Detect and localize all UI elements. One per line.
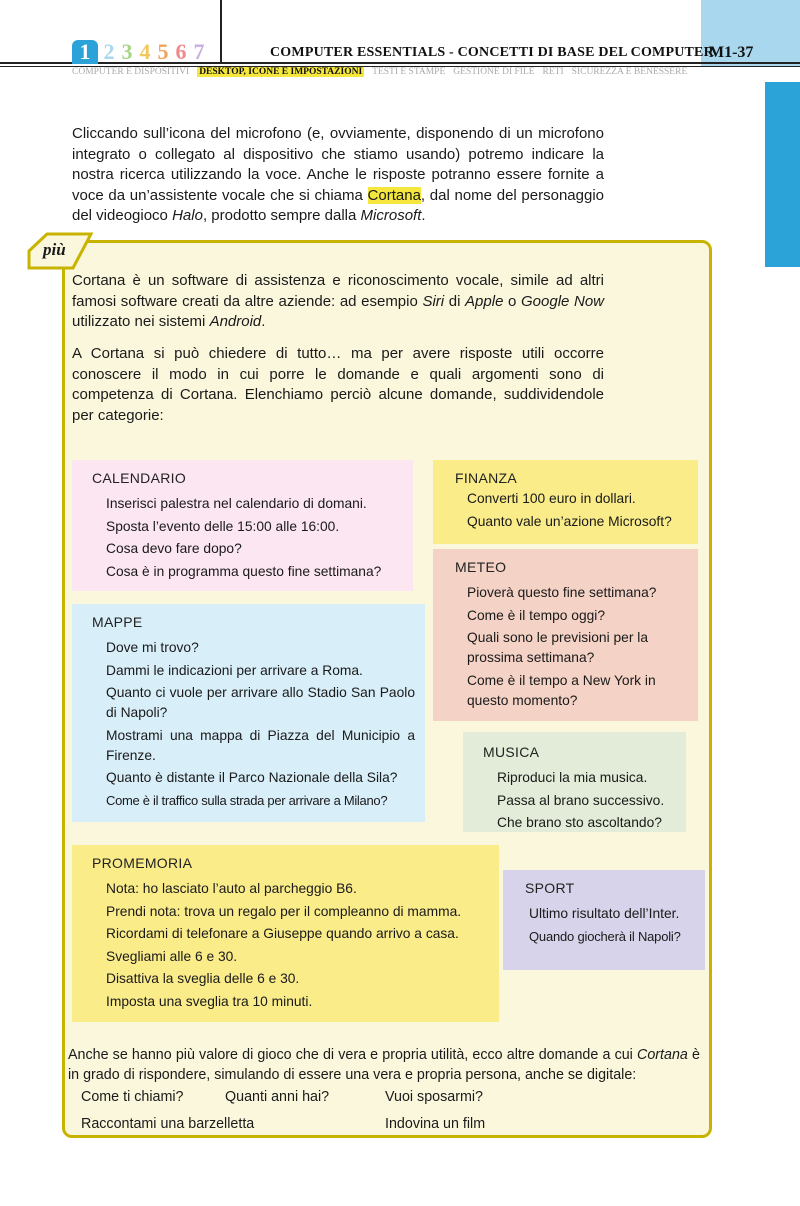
question-item: Inserisci palestra nel calendario di domani. <box>106 496 367 511</box>
fun-question: Quanti anni hai? <box>225 1089 330 1105</box>
android-name: Android <box>209 313 262 330</box>
question-item: Ricordami di telefonare a Giuseppe quando arrivo a casa. <box>106 926 459 941</box>
question-item: Cosa devo fare dopo? <box>106 541 242 556</box>
cortana-name: Cortana <box>637 1047 688 1063</box>
fun-question: Vuoi sposarmi? <box>385 1089 484 1105</box>
intro-text: , dal nome del personaggio del videogioco <box>72 186 605 224</box>
category-title: METEO <box>455 559 507 575</box>
desc-text: o <box>503 292 521 310</box>
question-item: Imposta una sveglia tra 10 minuti. <box>106 993 313 1009</box>
closing-text: è in grado di rispondere, simulando di essere una vera e propria persona, anche se digitale: <box>68 1047 700 1083</box>
category-musica <box>463 732 686 832</box>
question-item: Riproduci la mia musica. <box>497 770 648 785</box>
subnav-item-active[interactable]: DESKTOP, ICONE E IMPOSTAZIONI <box>199 67 363 77</box>
chapter-5-tab[interactable]: 5 <box>157 39 169 64</box>
chapter-1-tab[interactable]: 1 <box>72 40 98 64</box>
closing-text: Anche se hanno più valore di gioco che di vera e propria utilità, ecco altre domande a cui <box>68 1047 638 1063</box>
category-finanza <box>433 460 698 544</box>
question-item: Come è il traffico sulla strada per arrivare a Milano? <box>106 792 388 808</box>
question-item: Passa al brano successivo. <box>497 792 665 808</box>
question-item: Quali sono le previsioni per la prossima settimana? <box>467 630 648 665</box>
desc-text: di <box>444 292 466 310</box>
desc-text: . <box>261 313 266 330</box>
subnav-item[interactable]: COMPUTER E DISPOSITIVI <box>72 67 190 77</box>
question-item: Quanto vale un’azione Microsoft? <box>467 513 672 529</box>
page-edge-tab <box>765 82 800 267</box>
category-mappe <box>72 604 425 822</box>
page-number: M1-37 <box>709 44 754 61</box>
question-item: Dove mi trovo? <box>106 640 199 655</box>
module-title: COMPUTER ESSENTIALS - CONCETTI DI BASE DEL COMPUTER <box>270 45 714 60</box>
closing-paragraph <box>68 1045 700 1085</box>
category-title: PROMEMORIA <box>92 855 193 871</box>
category-title: MAPPE <box>92 614 143 630</box>
subnav-item[interactable]: GESTIONE DI FILE <box>453 67 535 77</box>
chapter-2-tab[interactable]: 2 <box>103 39 115 64</box>
question-item: Come è il tempo oggi? <box>467 607 606 623</box>
question-item: Dammi le indicazioni per arrivare a Roma. <box>106 662 363 678</box>
intro-paragraph <box>72 124 604 227</box>
question-item: Nota: ho lasciato l’auto al parcheggio B6. <box>106 881 357 896</box>
fun-question: Come ti chiami? <box>81 1089 184 1105</box>
intro-text: Cliccando sull’icona del microfono (e, ovviamente, disponendo di un microfono integrato o collegato al dispositivo che stiamo usando) potremo indicare la nostra ricerca utilizzando la voce. Anche le risposte potranno essere fornite a voce da un’assistente vocale che si chiama <box>72 125 604 204</box>
category-title: SPORT <box>525 880 575 896</box>
question-item: Quando giocherà il Napoli? <box>529 928 681 944</box>
piu-label: più <box>43 240 66 259</box>
category-sport <box>503 870 705 970</box>
question-item: Che brano sto ascoltando? <box>497 815 662 830</box>
category-promemoria <box>72 845 499 1022</box>
question-item: Pioverà questo fine settimana? <box>467 585 657 600</box>
question-item: Sposta l’evento delle 15:00 alle 16:00. <box>106 518 340 534</box>
category-title: CALENDARIO <box>92 470 187 486</box>
question-item: Disattiva la sveglia delle 6 e 30. <box>106 971 300 986</box>
header-divider <box>220 0 222 64</box>
category-title: MUSICA <box>483 744 540 760</box>
chapter-4-tab[interactable]: 4 <box>139 39 151 64</box>
category-title: FINANZA <box>455 470 517 486</box>
category-meteo <box>433 549 698 721</box>
question-item: Prendi nota: trova un regalo per il compleanno di mamma. <box>106 903 462 919</box>
chapter-3-tab[interactable]: 3 <box>121 39 133 64</box>
chapter-7-tab[interactable]: 7 <box>193 39 205 64</box>
company-name: Microsoft <box>360 207 422 224</box>
game-name: Halo <box>172 207 203 224</box>
cortana-highlight: Cortana <box>367 186 421 204</box>
question-item: Quanto ci vuole per arrivare allo Stadio San Paolo di Napoli? <box>106 685 415 720</box>
questions-intro: A Cortana si può chiedere di tutto… ma per avere risposte utili occorre conoscere il modo in cui porre le domande e quali argomenti sono di competenza di Cortana. Elenchiamo perciò alcune domande, suddividendole per categorie: <box>72 345 604 424</box>
subnav-item[interactable]: TESTI E STAMPE <box>372 67 446 77</box>
question-item: Svegliami alle 6 e 30. <box>106 948 238 964</box>
intro-text: , prodotto sempre dalla <box>202 207 361 224</box>
category-calendario <box>72 460 413 591</box>
question-item: Cosa è in programma questo fine settimana? <box>106 563 382 579</box>
fun-question: Indovina un film <box>385 1116 486 1132</box>
question-item: Come è il tempo a New York in questo momento? <box>467 672 656 708</box>
question-item: Mostrami una mappa di Piazza del Municipio a Firenze. <box>106 727 415 763</box>
chapter-6-tab[interactable]: 6 <box>175 39 187 64</box>
google-now-name: Google Now <box>521 292 604 310</box>
desc-text: utilizzato nei sistemi <box>72 313 210 330</box>
section-navigation <box>72 66 695 78</box>
apple-name: Apple <box>465 292 504 310</box>
desc-text: Cortana è un software di assistenza e riconoscimento vocale, simile ad altri famosi software creati da altre aziende: ad esempio <box>72 272 604 310</box>
cortana-description <box>72 271 604 333</box>
subnav-item[interactable]: RETI <box>542 67 564 77</box>
siri-name: Siri <box>422 292 445 310</box>
chapter-list <box>100 40 208 64</box>
question-item: Ultimo risultato dell’Inter. <box>529 906 680 921</box>
question-item: Quanto è distante il Parco Nazionale della Sila? <box>106 770 398 785</box>
question-item: Converti 100 euro in dollari. <box>467 491 636 506</box>
subnav-item[interactable]: SICUREZZA E BENESSERE <box>571 67 688 77</box>
intro-text: . <box>421 207 426 224</box>
fun-question: Raccontami una barzelletta <box>81 1116 255 1132</box>
